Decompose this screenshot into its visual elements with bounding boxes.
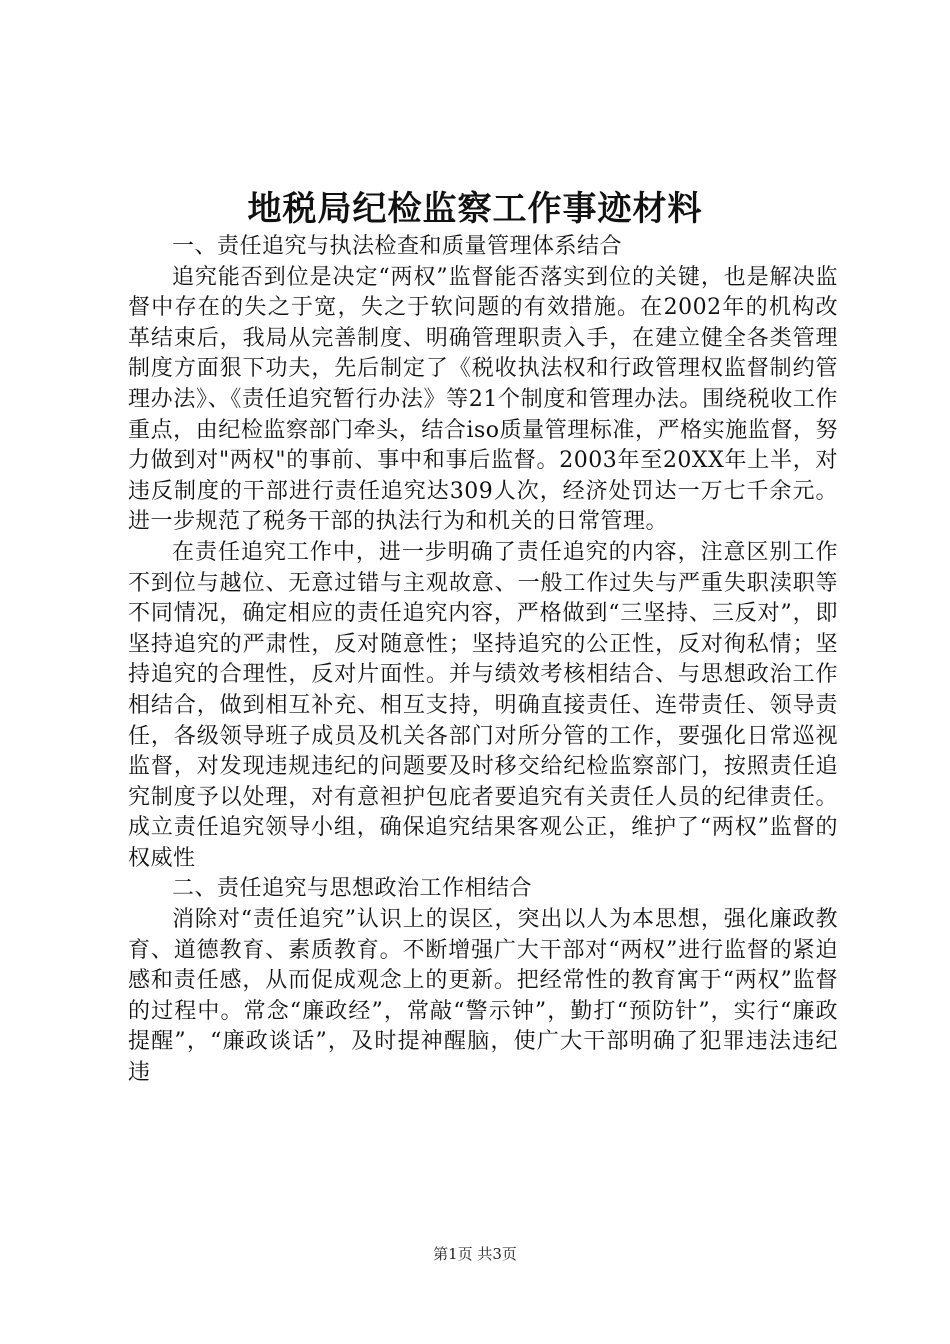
page-number-footer: 第1页 共3页	[433, 1245, 517, 1263]
paragraph-3: 消除对“责任追究”认识上的误区，突出以人为本思想，强化廉政教育、道德教育、素质教育。不断增强广大干部对“两权”进行监督的紧迫感和责任感，从而促成观念上的更新。把经常性的教育寓于“两权”监督的过程中。常念“廉政经”，常敲“警示钟”，勤打“预防针”，实行“廉政提醒”，“廉政谈话”，及时提神醒脑，使广大干部明确了犯罪违法违纪违	[128, 907, 838, 1086]
document-title: 地税局纪检监察工作事迹材料	[247, 189, 703, 229]
document-body	[128, 232, 838, 1089]
section-heading-2: 二、责任追究与思想政治工作相结合	[172, 876, 533, 902]
paragraph-2: 在责任追究工作中，进一步明确了责任追究的内容，注意区别工作不到位与越位、无意过错与主观故意、一般工作过失与严重失职渎职等不同情况，确定相应的责任追究内容，严格做到“三坚持、三反对”，即坚持追究的严肃性，反对随意性；坚持追究的公正性，反对徇私情；坚持追究的合理性，反对片面性。并与绩效考核相结合、与思想政治工作相结合，做到相互补充、相互支持，明确直接责任、连带责任、领导责任，各级领导班子成员及机关各部门对所分管的工作，要强化日常巡视监督，对发现违规违纪的问题要及时移交给纪检监察部门，按照责任追究制度予以处理，对有意袒护包庇者要追究有关责任人员的纪律责任。成立责任追究领导小组，确保追究结果客观公正，维护了“两权”监督的权威性	[128, 539, 838, 871]
paragraph-1: 追究能否到位是决定“两权”监督能否落实到位的关键，也是解决监督中存在的失之于宽，失之于软问题的有效措施。在2002年的机构改革结束后，我局从完善制度、明确管理职责入手，在建立健全各类管理制度方面狠下功夫，先后制定了《税收执法权和行政管理权监督制约管理办法》、《责任追究暂行办法》等21个制度和管理办法。围绕税收工作重点，由纪检监察部门牵头，结合iso质量管理标准，严格实施监督，努力做到对"两权"的事前、事中和事后监督。2003年至20XX年上半，对违反制度的干部进行责任追究达309人次，经济处罚达一万七千余元。进一步规范了税务干部的执法行为和机关的日常管理。	[128, 264, 838, 535]
section-heading-1: 一、责任追究与执法检查和质量管理体系结合	[172, 234, 623, 259]
